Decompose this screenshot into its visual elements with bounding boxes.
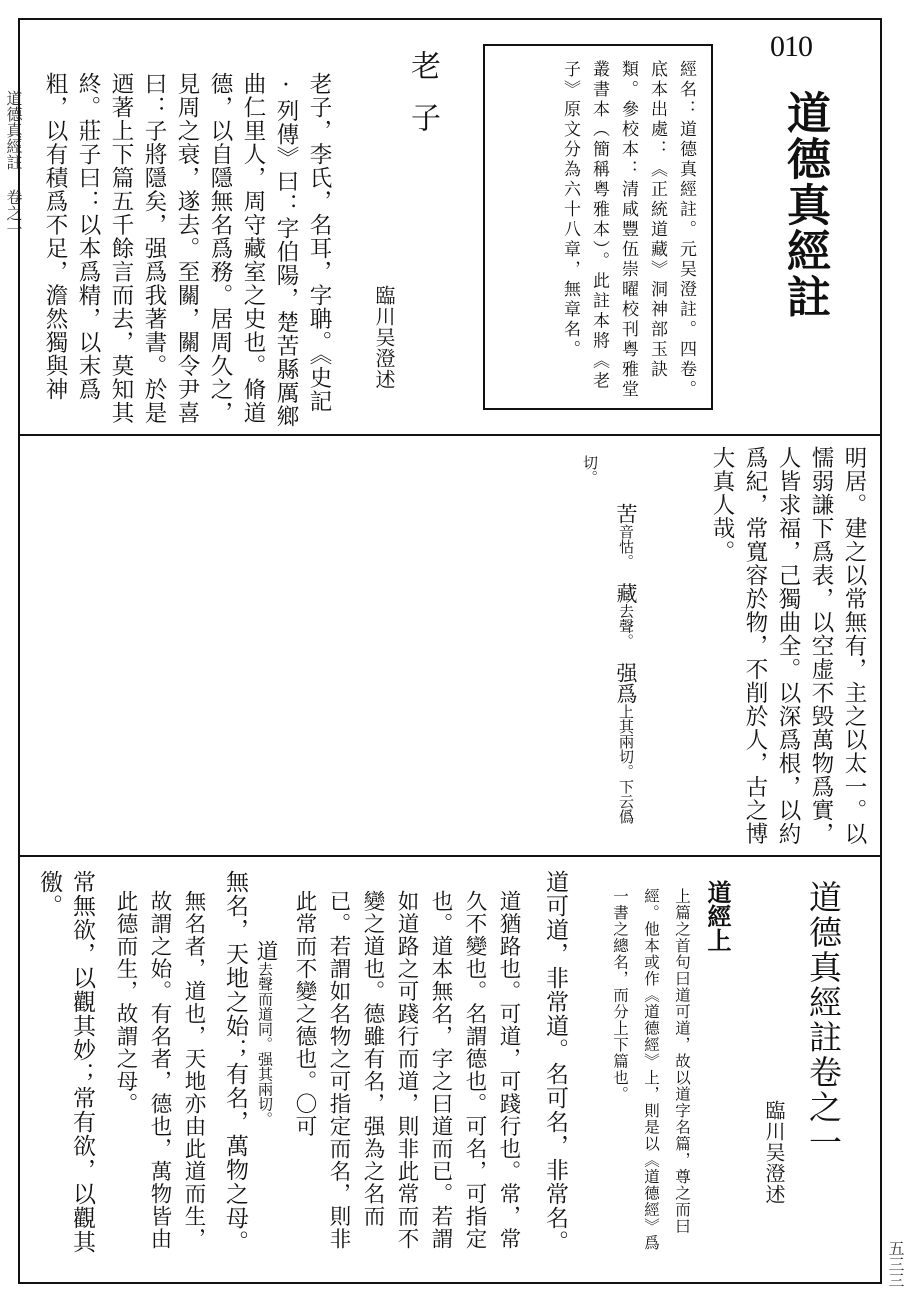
daojing-note: 上篇之首句曰道可道，故以道字名篇，尊之而曰經。他本或作《道德經》上，則是以《道德經》爲一書之總名，而分上下篇也。 [611, 888, 691, 1251]
passage-3: 常無欲，以觀其妙；常有欲，以觀其徼。 [36, 870, 95, 1254]
commentary-2: 無名者，道也，天地亦由此道而生，故謂之始。有名者，德也，萬物皆由此德而生，故謂之母。 [113, 890, 206, 1250]
laozi-heading: 老子 [405, 50, 440, 154]
gloss-note-1: 音怙。 [617, 524, 635, 562]
running-head: 道德真經註 卷之一 [4, 90, 23, 237]
section-divider-top [20, 434, 880, 436]
book-title: 道德真經註 [779, 90, 830, 320]
passage-1: 道可道，非常道。名可名，非常名。 [542, 870, 568, 1254]
juan-title: 道德真經註卷之一 [804, 880, 843, 1160]
entry-number: 010 [770, 30, 812, 63]
commentary-1-end-char: 道 [253, 940, 278, 962]
gloss-note-2: 去聲。 [617, 603, 635, 641]
passage-2: 無名，天地之始；有名，萬物之母。 [222, 870, 248, 1254]
commentary-1-end-note: 去聲而道同。强其兩切。 [256, 961, 274, 1127]
section-divider-bottom [20, 855, 880, 857]
page-number: 五三三 [886, 1240, 905, 1288]
gloss-char-3: 强爲 [614, 662, 638, 704]
middle-main-text: 明居。建之以常無有，主之以太一。以懦弱謙下爲表，以空虚不毁萬物爲實，人皆求福，己獨曲全。以深爲根，以約爲紀，常寬容於物，不削於人，古之博大真人哉。 [709, 446, 867, 846]
gloss-note-3: 上其兩切。下云僞切。 [581, 455, 635, 824]
intro-box-text: 經名：道德真經註。元吴澄註。四卷。底本出處：《正統道藏》洞神部玉訣類。參校本：清咸豐伍崇曜校刊粤雅堂叢書本（簡稱粤雅本）。此註本將《老子》原文分為六十八章，無章名。 [560, 60, 696, 400]
daojing-heading: 道經上 [703, 880, 732, 952]
commentary-1: 道猶路也。可道，可踐行也。常，常久不變也。名謂德也。可名，可指定也。道本無名，字之曰道而已。若謂如道路之可踐行而道，則非此常而不變之道也。德雖有名，强為之名而已。若謂如名物之可指定而名，則非此常而不變之德也。〇可 [292, 890, 521, 1250]
commentary-1-end [250, 890, 310, 1127]
juan-author: 臨川吴澄述 [762, 1100, 786, 1205]
laozi-author: 臨川吴澄述 [372, 285, 396, 390]
pronunciation-glosses [581, 455, 680, 850]
gloss-char-2: 藏 [614, 582, 638, 604]
gloss-char-1: 苦 [614, 503, 638, 524]
biography-text: 老子，李氏，名耳，字聃。《史記·列傳》曰：字伯陽，楚苦縣厲鄉曲仁里人，周守藏室之史也。脩道德，以自隱無名爲務。居周久之，見周之衰，遂去。至關，關令尹喜曰：子將隱矣，强爲我著書。於是迺著上下篇五千餘言而去，莫知其終。莊子曰：以本爲精，以末爲粗，以有積爲不足，澹然獨與神 [42, 72, 332, 428]
